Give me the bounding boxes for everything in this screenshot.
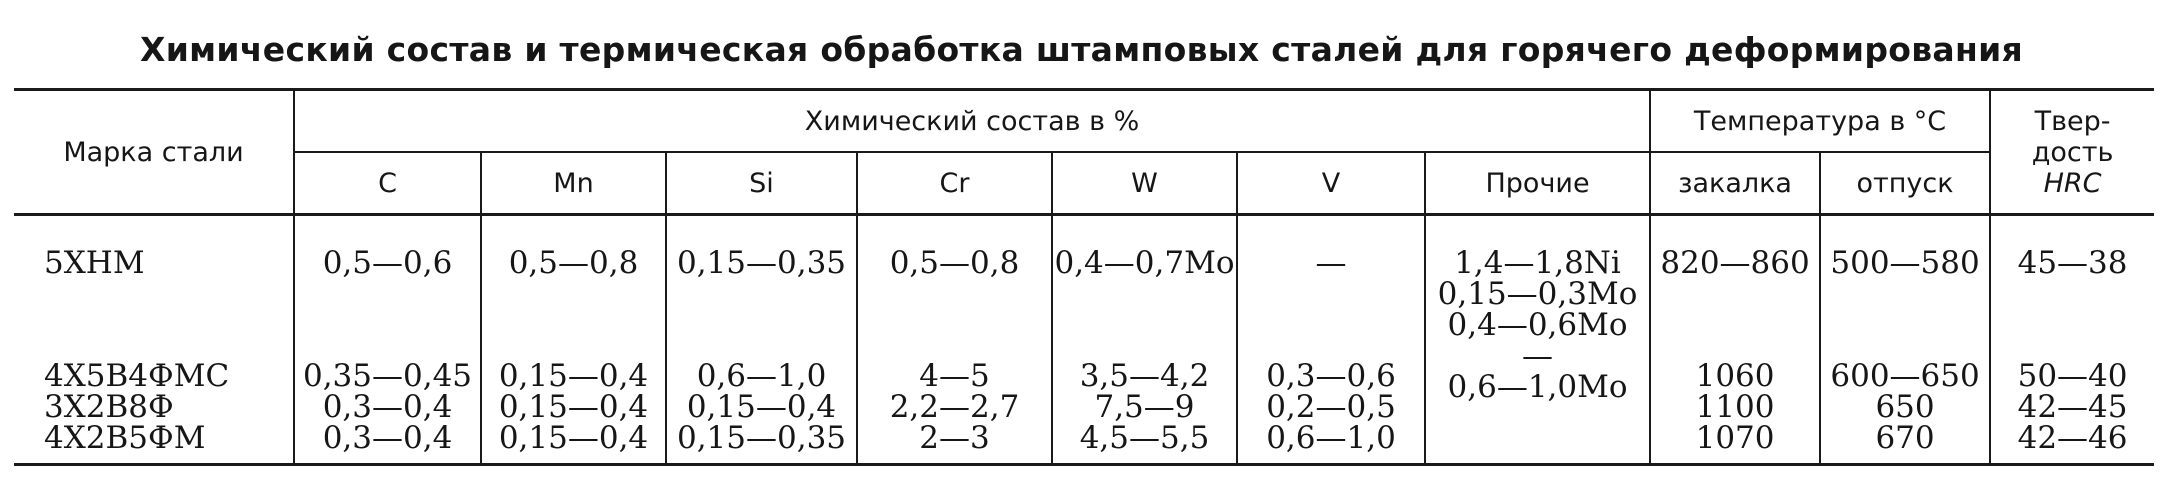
col-cr-header: Cr: [857, 152, 1052, 215]
hardness-header: [1990, 90, 2154, 215]
table-title: Химический состав и термическая обработка штамповых сталей для горячего деформирования: [139, 30, 2024, 69]
table-body-row: [14, 215, 2154, 465]
table-cell-cr: 2—3: [919, 420, 990, 456]
table-cell-cr: 4—5: [919, 358, 990, 394]
table-cell-mn: 0,15—0,4: [498, 358, 649, 394]
table-cell-c: 0,35—0,45: [302, 358, 473, 394]
table-cell-hrc: 50—40: [2017, 358, 2128, 394]
hardness-header-line2: дость: [2031, 136, 2114, 168]
steel-composition-table: [14, 88, 2154, 466]
table-cell-si: 0,15—0,35: [676, 420, 847, 456]
w-column: [1052, 215, 1237, 465]
hardness-header-line3: HRC: [2043, 167, 2102, 199]
col-w-header: W: [1052, 152, 1237, 215]
table-cell-cr: 0,5—0,8: [889, 245, 1020, 281]
mn-column: [481, 215, 666, 465]
table-cell-other: 1,4—1,8Ni: [1454, 245, 1621, 281]
other-column: [1425, 215, 1650, 465]
table-cell-v: 0,2—0,5: [1266, 389, 1396, 425]
table-cell-grade: 4Х5В4ФМС: [44, 358, 230, 394]
table-cell-quench: 1070: [1695, 420, 1775, 456]
hrc-column: [1990, 215, 2154, 465]
grade-column: [14, 215, 294, 465]
table-cell-grade: 4Х2В5ФМ: [44, 420, 206, 456]
temperature-header: Температура в °С: [1650, 90, 1990, 153]
table-cell-other: 0,4—0,6Mo: [1447, 307, 1628, 343]
table-cell-hrc: 42—45: [2017, 389, 2128, 425]
col-c-header: C: [294, 152, 481, 215]
col-mn-header: Mn: [481, 152, 666, 215]
table-cell-w: 4,5—5,5: [1079, 420, 1210, 456]
temper-column: [1820, 215, 1990, 465]
table-cell-c: 0,5—0,6: [322, 245, 453, 281]
table-cell-w: 0,4—0,7Mo: [1054, 245, 1235, 281]
table-cell-grade: 3Х2В8Ф: [44, 389, 174, 425]
table-cell-v: —: [1315, 245, 1347, 281]
table-cell-mn: 0,15—0,4: [498, 389, 649, 425]
chem-composition-header: Химический состав в %: [294, 90, 1650, 153]
quench-column: [1650, 215, 1820, 465]
col-quench-header: закалка: [1650, 152, 1820, 215]
table-cell-mn: 0,15—0,4: [498, 420, 649, 456]
table-cell-quench: 820—860: [1660, 245, 1810, 281]
cr-column: [857, 215, 1052, 465]
table-cell-other: 0,15—0,3Mo: [1437, 276, 1638, 312]
col-v-header: V: [1237, 152, 1425, 215]
col-si-header: Si: [666, 152, 857, 215]
table-cell-c: 0,3—0,4: [322, 420, 453, 456]
hardness-header-line1: Твер-: [2034, 105, 2111, 137]
table-cell-temper: 670: [1875, 420, 1935, 456]
table-cell-mn: 0,5—0,8: [508, 245, 639, 281]
table-cell-quench: 1100: [1695, 389, 1775, 425]
table-cell-temper: 650: [1875, 389, 1935, 425]
v-column: [1237, 215, 1425, 465]
table-cell-v: 0,6—1,0: [1266, 420, 1396, 456]
table-cell-c: 0,3—0,4: [322, 389, 453, 425]
table-cell-si: 0,15—0,4: [686, 389, 837, 425]
table-cell-other: —: [1522, 338, 1554, 374]
table-cell-si: 0,6—1,0: [696, 358, 827, 394]
table-cell-v: 0,3—0,6: [1266, 358, 1396, 394]
col-temper-header: отпуск: [1820, 152, 1990, 215]
table-cell-other: 0,6—1,0Mo: [1447, 369, 1628, 405]
grade-header: Марка стали: [14, 90, 294, 215]
table-cell-temper: 600—650: [1830, 358, 1980, 394]
si-column: [666, 215, 857, 465]
table-cell-temper: 500—580: [1830, 245, 1980, 281]
table-cell-hrc: 42—46: [2017, 420, 2128, 456]
table-cell-si: 0,15—0,35: [676, 245, 847, 281]
table-cell-w: 3,5—4,2: [1079, 358, 1210, 394]
c-column: [294, 215, 481, 465]
col-other-header: Прочие: [1425, 152, 1650, 215]
table-cell-quench: 1060: [1695, 358, 1775, 394]
table-cell-cr: 2,2—2,7: [889, 389, 1020, 425]
table-cell-hrc: 45—38: [2017, 245, 2128, 281]
table-cell-grade: 5ХНМ: [44, 245, 145, 281]
table-cell-w: 7,5—9: [1094, 389, 1195, 425]
